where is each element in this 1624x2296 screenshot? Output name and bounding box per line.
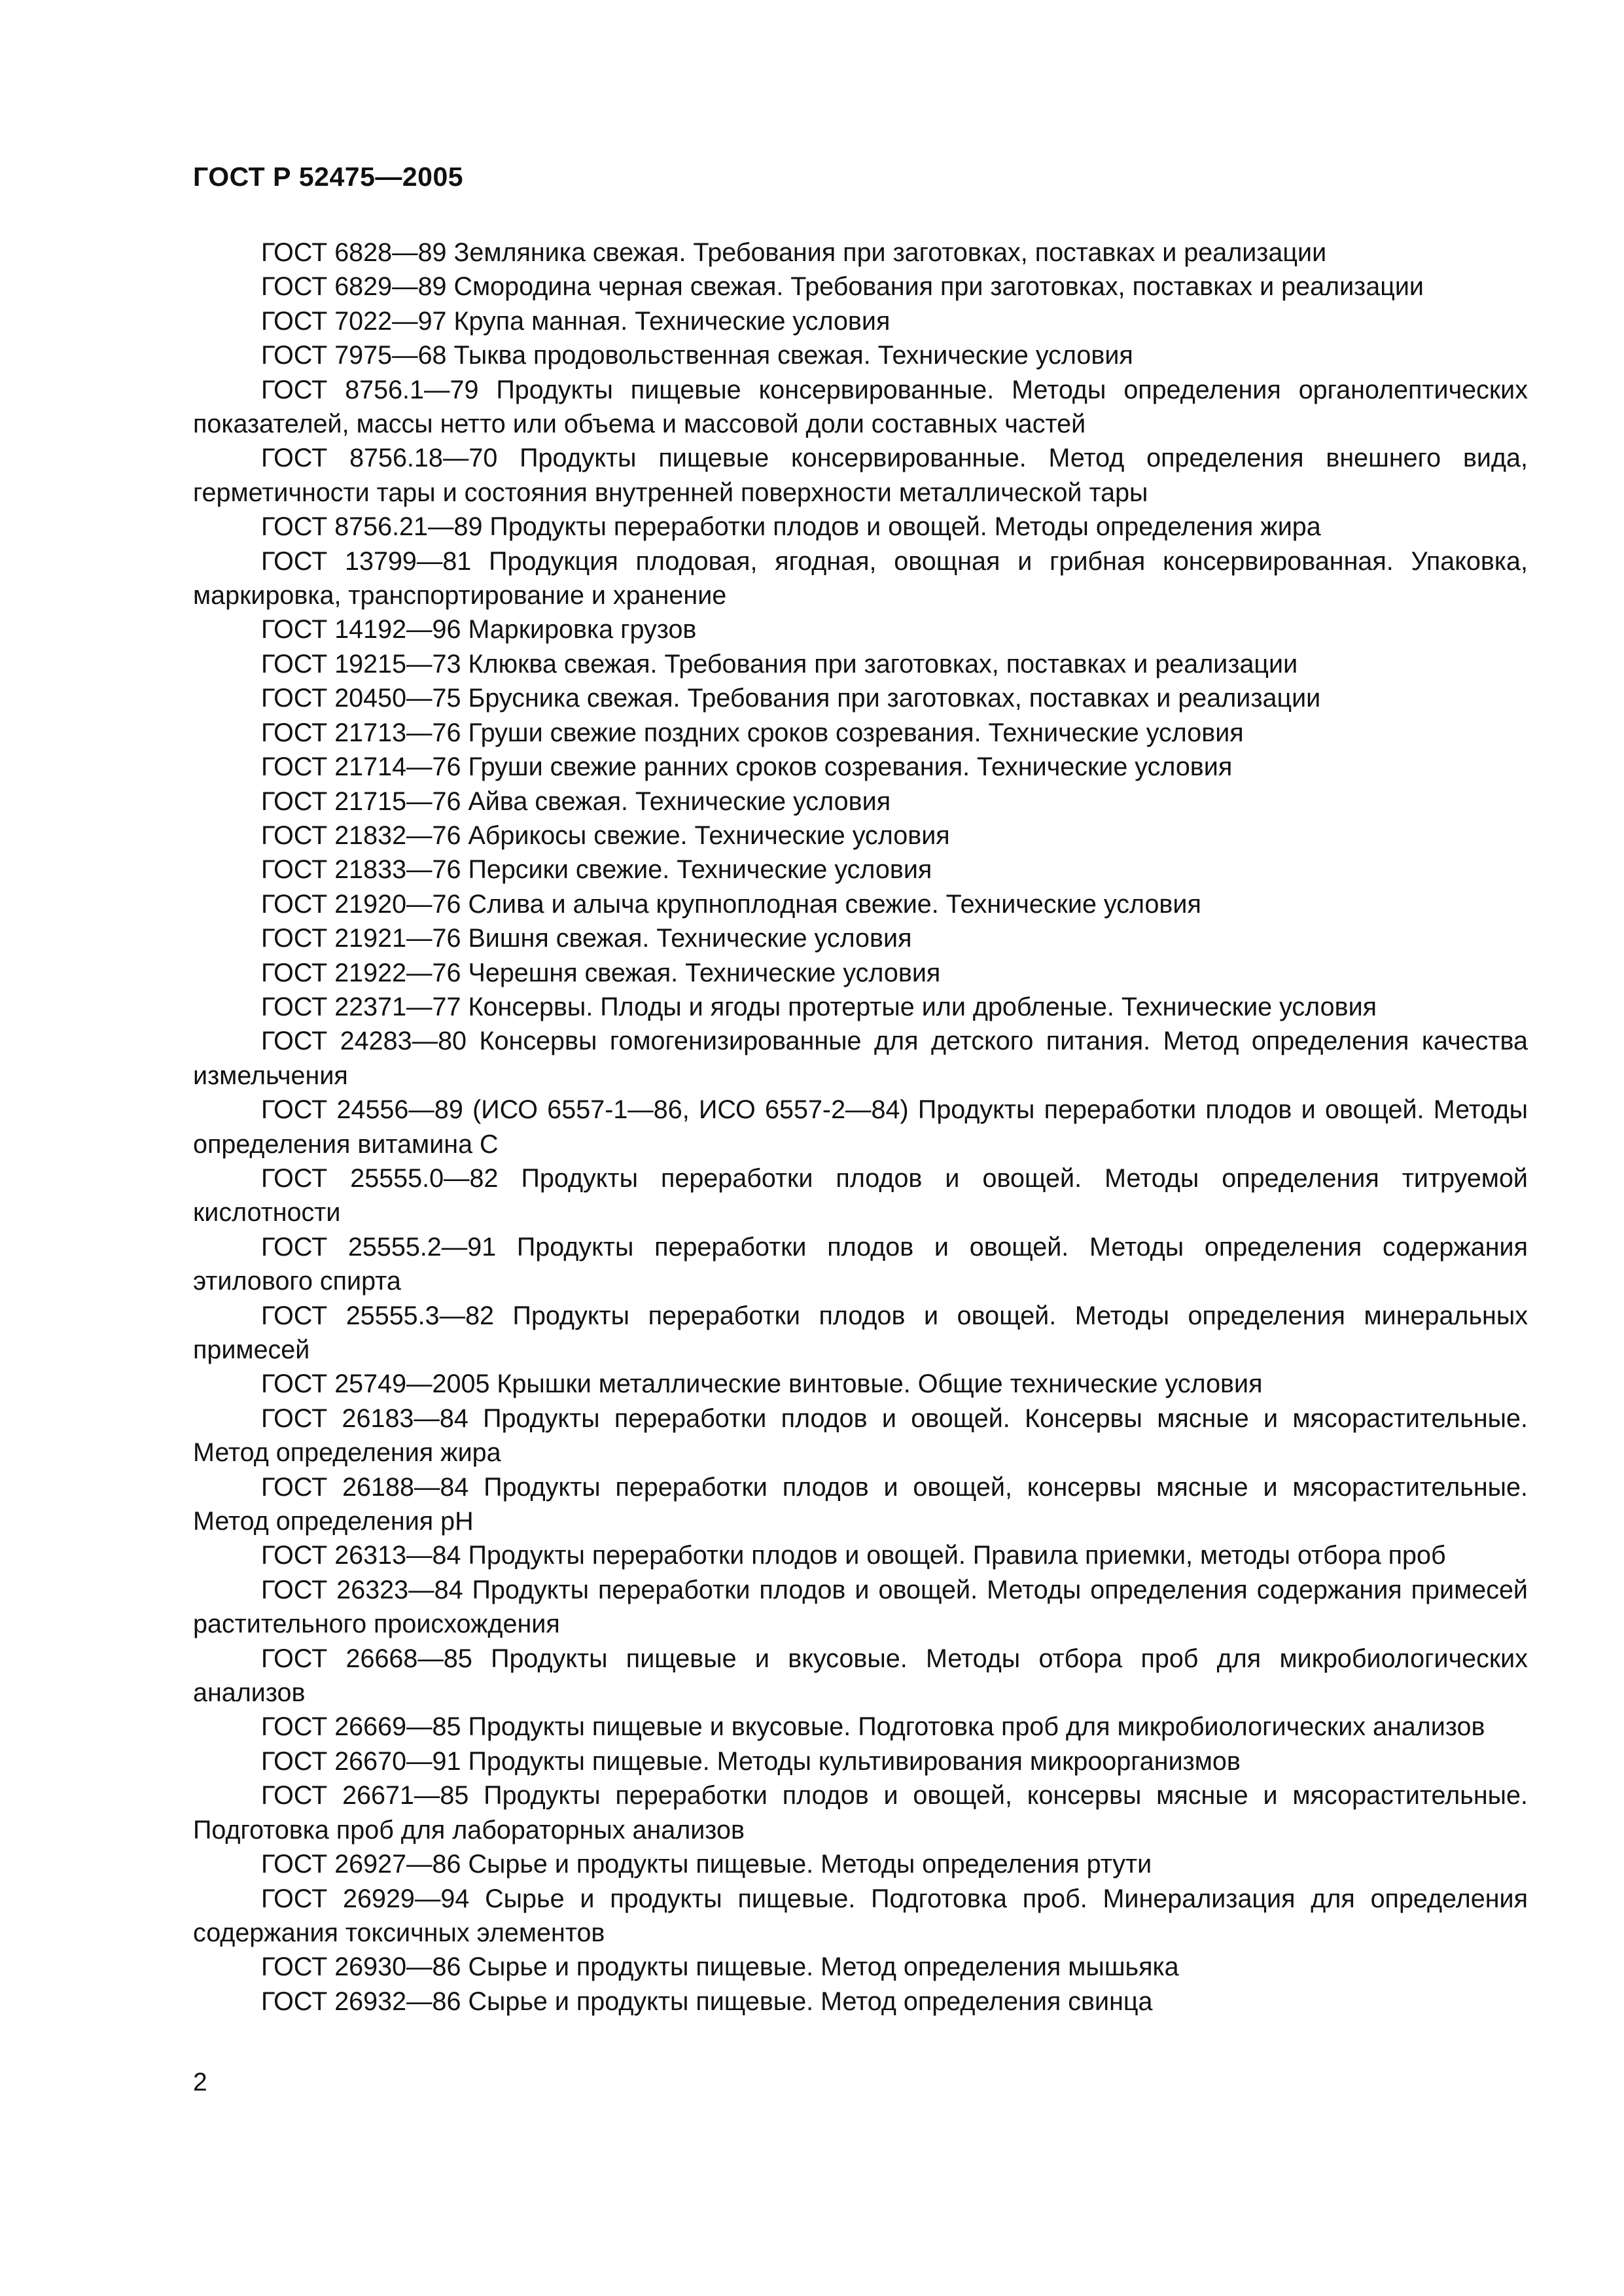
reference-item: ГОСТ 26183—84 Продукты переработки плодов и овощей. Консервы мясные и мясорастительные. Метод определения жира: [193, 1404, 1528, 1468]
reference-item: ГОСТ 26323—84 Продукты переработки плодов и овощей. Методы определения содержания примесей растительного происхождения: [193, 1575, 1528, 1639]
reference-item: ГОСТ 8756.21—89 Продукты переработки плодов и овощей. Методы определения жира: [261, 512, 1321, 542]
reference-item: ГОСТ 7975—68 Тыква продовольственная свежая. Технические условия: [261, 341, 1133, 370]
reference-item: ГОСТ 21833—76 Персики свежие. Технические условия: [261, 855, 932, 885]
reference-item: ГОСТ 25555.0—82 Продукты переработки плодов и овощей. Методы определения титруемой кислотности: [193, 1163, 1528, 1227]
reference-item: ГОСТ 8756.1—79 Продукты пищевые консервированные. Методы определения органолептических показателей, массы нетто или объема и массовой доли составных частей: [193, 375, 1528, 439]
reference-item: ГОСТ 26927—86 Сырье и продукты пищевые. Методы определения ртути: [261, 1850, 1152, 1879]
reference-item: ГОСТ 24283—80 Консервы гомогенизированные для детского питания. Метод определения качества измельчения: [193, 1027, 1528, 1090]
reference-item: ГОСТ 26929—94 Сырье и продукты пищевые. Подготовка проб. Минерализация для определения содержания токсичных элементов: [193, 1884, 1528, 1947]
reference-item: ГОСТ 25555.2—91 Продукты переработки плодов и овощей. Методы определения содержания этилового спирта: [193, 1232, 1528, 1296]
reference-item: ГОСТ 14192—96 Маркировка грузов: [261, 615, 697, 645]
reference-item: ГОСТ 26313—84 Продукты переработки плодов и овощей. Правила приемки, методы отбора проб: [261, 1541, 1446, 1570]
reference-item: ГОСТ 24556—89 (ИСО 6557-1—86, ИСО 6557-2—84) Продукты переработки плодов и овощей. Методы определения витамина С: [193, 1095, 1528, 1159]
reference-item: ГОСТ 25749—2005 Крышки металлические винтовые. Общие технические условия: [261, 1369, 1263, 1399]
reference-item: ГОСТ 6829—89 Смородина черная свежая. Требования при заготовках, поставках и реализации: [261, 272, 1424, 302]
reference-item: ГОСТ 21922—76 Черешня свежая. Технические условия: [261, 958, 941, 987]
reference-item: ГОСТ 26932—86 Сырье и продукты пищевые. Метод определения свинца: [261, 1987, 1153, 2016]
reference-item: ГОСТ 26671—85 Продукты переработки плодов и овощей, консервы мясные и мясорастительные. Подготовка проб для лабораторных анализов: [193, 1781, 1528, 1845]
reference-item: ГОСТ 21715—76 Айва свежая. Технические условия: [261, 786, 891, 816]
reference-item: ГОСТ 7022—97 Крупа манная. Технические условия: [261, 306, 891, 336]
normative-references-list: [193, 236, 1528, 2019]
reference-item: ГОСТ 26188—84 Продукты переработки плодов и овощей, консервы мясные и мясорастительные. Метод определения pH: [193, 1472, 1528, 1536]
reference-item: ГОСТ 21920—76 Слива и алыча крупноплодная свежие. Технические условия: [261, 889, 1201, 919]
reference-item: ГОСТ 6828—89 Земляника свежая. Требования при заготовках, поставках и реализации: [261, 238, 1327, 267]
reference-item: ГОСТ 26670—91 Продукты пищевые. Методы культивирования микроорганизмов: [261, 1746, 1241, 1776]
reference-item: ГОСТ 8756.18—70 Продукты пищевые консервированные. Метод определения внешнего вида, герметичности тары и состояния внутренней поверхности металлической тары: [193, 444, 1528, 507]
reference-item: ГОСТ 20450—75 Брусника свежая. Требования при заготовках, поставках и реализации: [261, 684, 1321, 713]
page-number: 2: [193, 2068, 207, 2096]
reference-item: ГОСТ 21714—76 Груши свежие ранних сроков созревания. Технические условия: [261, 752, 1233, 782]
reference-item: ГОСТ 26669—85 Продукты пищевые и вкусовые. Подготовка проб для микробиологических анализов: [261, 1712, 1485, 1742]
reference-item: ГОСТ 22371—77 Консервы. Плоды и ягоды протертые или дробленые. Технические условия: [261, 992, 1377, 1021]
reference-item: ГОСТ 26668—85 Продукты пищевые и вкусовые. Методы отбора проб для микробиологических анализов: [193, 1644, 1528, 1708]
reference-item: ГОСТ 21713—76 Груши свежие поздних сроков созревания. Технические условия: [261, 718, 1244, 747]
reference-item: ГОСТ 25555.3—82 Продукты переработки плодов и овощей. Методы определения минеральных примесей: [193, 1301, 1528, 1364]
reference-item: ГОСТ 19215—73 Клюква свежая. Требования при заготовках, поставках и реализации: [261, 649, 1298, 679]
document-header: ГОСТ Р 52475—2005: [193, 162, 464, 192]
reference-item: ГОСТ 26930—86 Сырье и продукты пищевые. Метод определения мышьяка: [261, 1952, 1179, 1982]
reference-item: ГОСТ 21832—76 Абрикосы свежие. Технические условия: [261, 821, 950, 850]
reference-item: ГОСТ 21921—76 Вишня свежая. Технические условия: [261, 924, 912, 953]
reference-item: ГОСТ 13799—81 Продукция плодовая, ягодная, овощная и грибная консервированная. Упаковка, маркировка, транспортирование и хранение: [193, 546, 1528, 610]
